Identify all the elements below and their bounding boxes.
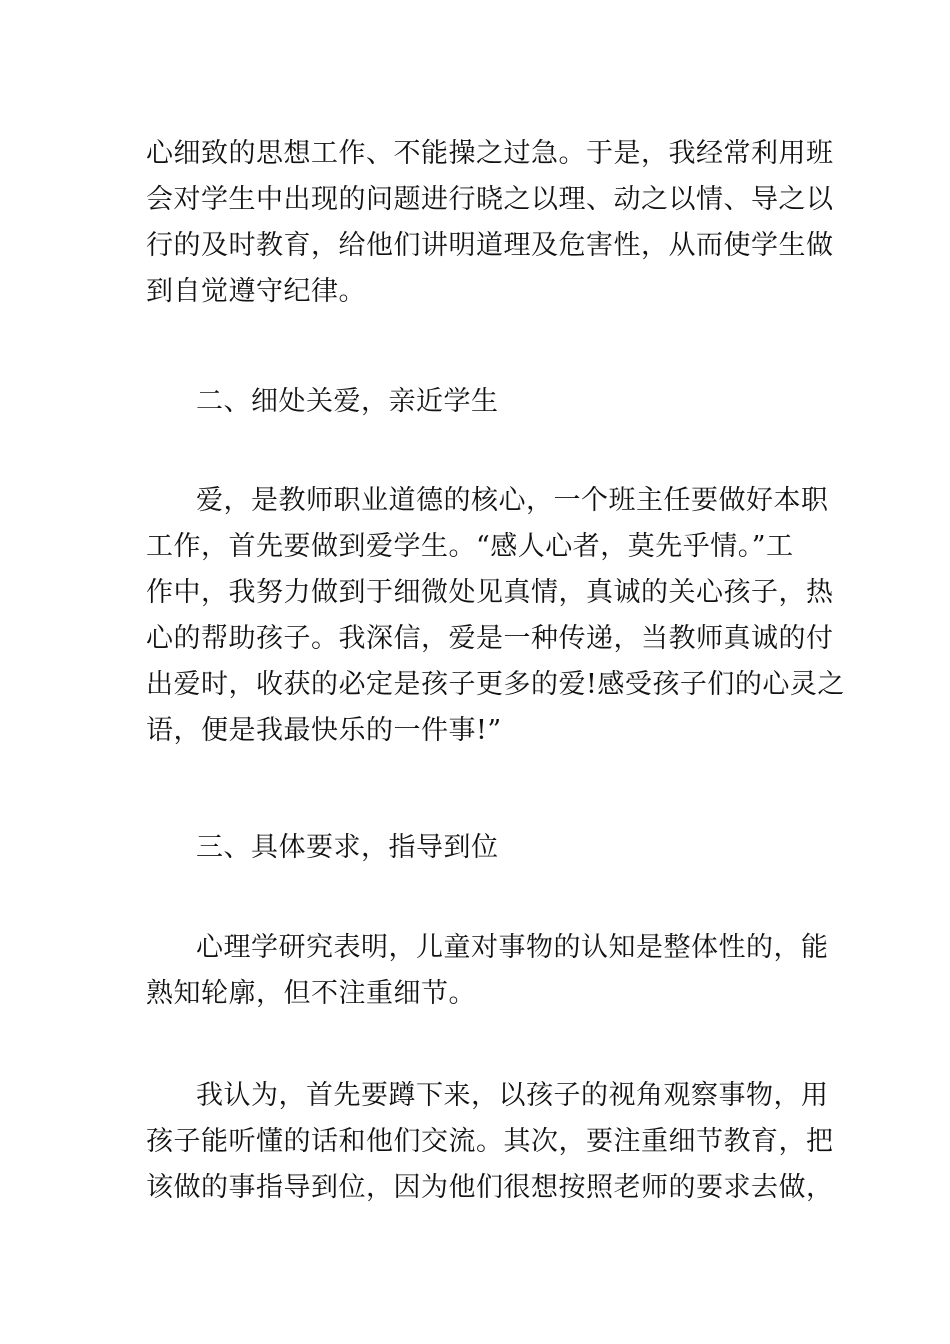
paragraph-line: 行的及时教育，给他们讲明道理及危害性，从而使学生做 xyxy=(146,230,834,261)
paragraph-line: 会对学生中出现的问题进行晓之以理、动之以情、导之以 xyxy=(146,184,834,215)
section-heading: 三、具体要求，指导到位 xyxy=(196,832,499,863)
paragraph-line: 心细致的思想工作、不能操之过急。于是，我经常利用班 xyxy=(146,138,834,169)
paragraph-line: 出爱时，收获的必定是孩子更多的爱!感受孩子们的心灵之 xyxy=(146,669,845,700)
paragraph-line: 语，便是我最快乐的一件事!” xyxy=(146,715,502,746)
paragraph-line: 爱，是教师职业道德的核心，一个班主任要做好本职 xyxy=(196,485,829,516)
paragraph-line: 作中，我努力做到于细微处见真情，真诚的关心孩子，热 xyxy=(146,577,834,608)
paragraph-line: 孩子能听懂的话和他们交流。其次，要注重细节教育，把 xyxy=(146,1126,834,1157)
section-heading: 二、细处关爱，亲近学生 xyxy=(196,386,499,417)
paragraph-line: 该做的事指导到位，因为他们很想按照老师的要求去做， xyxy=(146,1172,834,1203)
paragraph-line: 心的帮助孩子。我深信，爱是一种传递，当教师真诚的付 xyxy=(146,623,834,654)
paragraph-line: 工作，首先要做到爱学生。“感人心者，莫先乎情。”工 xyxy=(146,531,794,562)
paragraph-line: 心理学研究表明，儿童对事物的认知是整体性的，能 xyxy=(196,932,829,963)
paragraph-line: 我认为，首先要蹲下来，以孩子的视角观察事物，用 xyxy=(196,1080,829,1111)
paragraph-line: 熟知轮廓，但不注重细节。 xyxy=(146,978,476,1009)
paragraph-line: 到自觉遵守纪律。 xyxy=(146,276,366,307)
